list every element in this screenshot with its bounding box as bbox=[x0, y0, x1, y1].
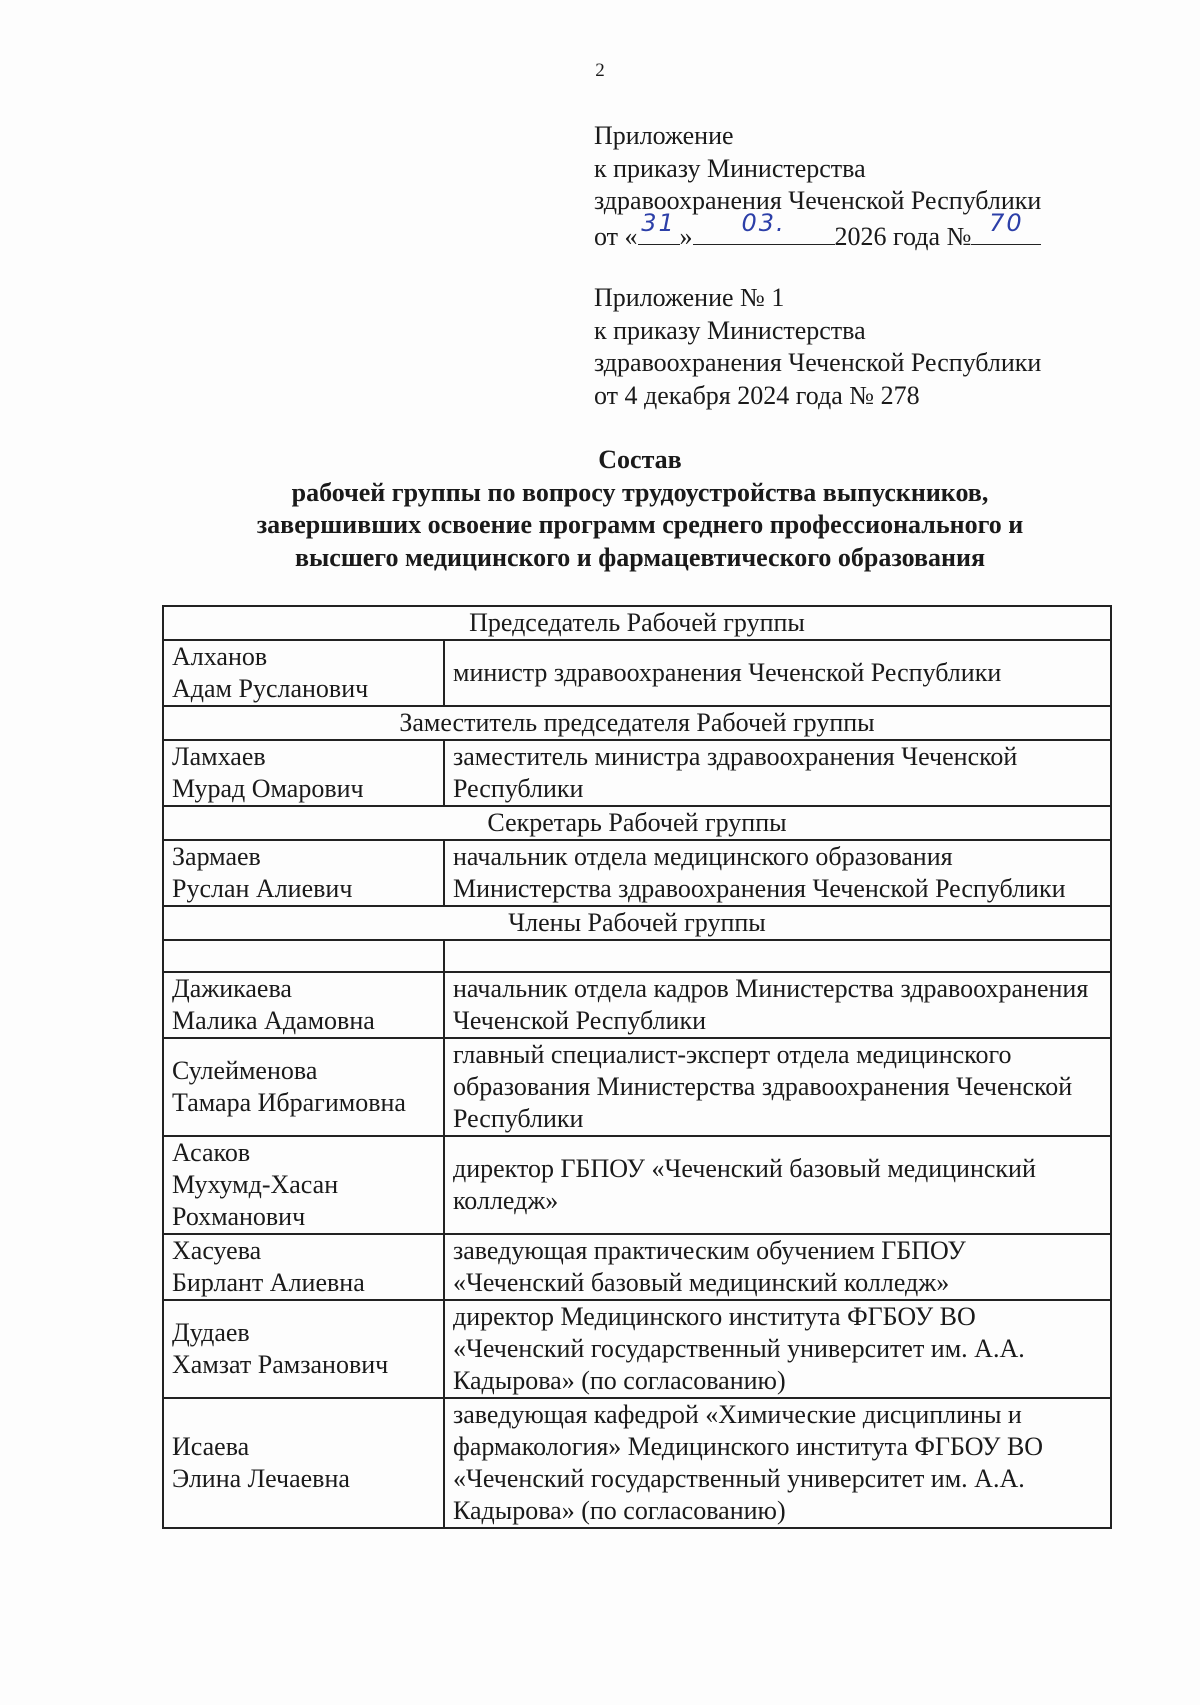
number-handwritten: 70 bbox=[989, 208, 1024, 237]
appendix-ref-line3: здравоохранения Чеченской Республики bbox=[594, 348, 1042, 377]
section-row bbox=[163, 606, 1111, 640]
member-position: заведующая кафедрой «Химические дисциплины и фармакология» Медицинского института ФГБОУ ВО «Чеченский государственный университет им. А.А. Кадырова» (по согласованию) bbox=[444, 1398, 1111, 1528]
date-prefix: от « bbox=[594, 221, 638, 251]
member-position: главный специалист-эксперт отдела медицинского образования Министерства здравоохранения Чеченской Республики bbox=[444, 1038, 1111, 1136]
date-mid: » bbox=[679, 221, 693, 251]
member-position: заведующая практическим обучением ГБПОУ «Чеченский базовый медицинский колледж» bbox=[444, 1234, 1111, 1300]
member-name: Ламхаев Мурад Омарович bbox=[163, 740, 444, 806]
member-name: Алханов Адам Русланович bbox=[163, 640, 444, 706]
appendix-main-line1: Приложение bbox=[594, 121, 734, 150]
title-line2: рабочей группы по вопросу трудоустройства выпускников, bbox=[291, 477, 989, 507]
page-number: 2 bbox=[595, 60, 605, 81]
appendix-main-line2: к приказу Министерства bbox=[594, 153, 866, 183]
appendix-main-line3: здравоохранения Чеченской Республики bbox=[594, 186, 1042, 215]
day-field bbox=[638, 208, 680, 245]
month-field bbox=[693, 208, 835, 245]
section-row bbox=[163, 806, 1111, 840]
title-line1: Состав bbox=[598, 445, 682, 474]
appendix-ref-line2: к приказу Министерства bbox=[594, 315, 866, 345]
appendix-main bbox=[594, 120, 1154, 253]
table-row bbox=[163, 1038, 1111, 1136]
table-row bbox=[163, 1398, 1111, 1528]
member-position: директор ГБПОУ «Чеченский базовый медицинский колледж» bbox=[444, 1136, 1111, 1234]
member-name: Сулейменова Тамара Ибрагимовна bbox=[163, 1038, 444, 1136]
member-position: начальник отдела медицинского образования Министерства здравоохранения Чеченской Республики bbox=[444, 840, 1111, 906]
table-row bbox=[163, 740, 1111, 806]
table-row bbox=[163, 840, 1111, 906]
document-title bbox=[0, 444, 1200, 574]
member-name: Зармаев Руслан Алиевич bbox=[163, 840, 444, 906]
table-row bbox=[163, 972, 1111, 1038]
table-row bbox=[163, 1300, 1111, 1398]
appendix-ref-line4: от 4 декабря 2024 года № 278 bbox=[594, 380, 920, 410]
member-position: министр здравоохранения Чеченской Республики bbox=[444, 640, 1111, 706]
member-position: заместитель министра здравоохранения Чеченской Республики bbox=[444, 740, 1111, 806]
member-name: Асаков Мухумд-Хасан Рохманович bbox=[163, 1136, 444, 1234]
appendix-main-date bbox=[594, 208, 1154, 254]
member-position: начальник отдела кадров Министерства здравоохранения Чеченской Республики bbox=[444, 972, 1111, 1038]
members-table bbox=[162, 605, 1112, 1529]
member-position: директор Медицинского института ФГБОУ ВО «Чеченский государственный университет им. А.А. Кадырова» (по согласованию) bbox=[444, 1300, 1111, 1398]
deputy-header: Заместитель председателя Рабочей группы bbox=[163, 706, 1111, 740]
member-name: Исаева Элина Лечаевна bbox=[163, 1398, 444, 1528]
table-row bbox=[163, 1136, 1111, 1234]
month-handwritten: 03. bbox=[741, 208, 786, 237]
order-number-field bbox=[971, 208, 1041, 245]
table-row bbox=[163, 640, 1111, 706]
members-header: Члены Рабочей группы bbox=[163, 906, 1111, 940]
member-name: Хасуева Бирлант Алиевна bbox=[163, 1234, 444, 1300]
secretary-header: Секретарь Рабочей группы bbox=[163, 806, 1111, 840]
appendix-ref-line1: Приложение № 1 bbox=[594, 283, 785, 312]
day-handwritten: 31 bbox=[641, 208, 676, 237]
empty-cell bbox=[163, 940, 444, 972]
empty-row bbox=[163, 940, 1111, 972]
title-line4: высшего медицинского и фармацевтического образования bbox=[294, 542, 986, 572]
member-name: Дажикаева Малика Адамовна bbox=[163, 972, 444, 1038]
section-row bbox=[163, 706, 1111, 740]
year-text: 2026 года № bbox=[834, 221, 972, 251]
section-row bbox=[163, 906, 1111, 940]
title-line3: завершивших освоение программ среднего профессионального и bbox=[256, 510, 1024, 539]
appendix-reference bbox=[594, 282, 1154, 412]
chair-header: Председатель Рабочей группы bbox=[163, 606, 1111, 640]
empty-cell bbox=[444, 940, 1111, 972]
table-row bbox=[163, 1234, 1111, 1300]
member-name: Дудаев Хамзат Рамзанович bbox=[163, 1300, 444, 1398]
